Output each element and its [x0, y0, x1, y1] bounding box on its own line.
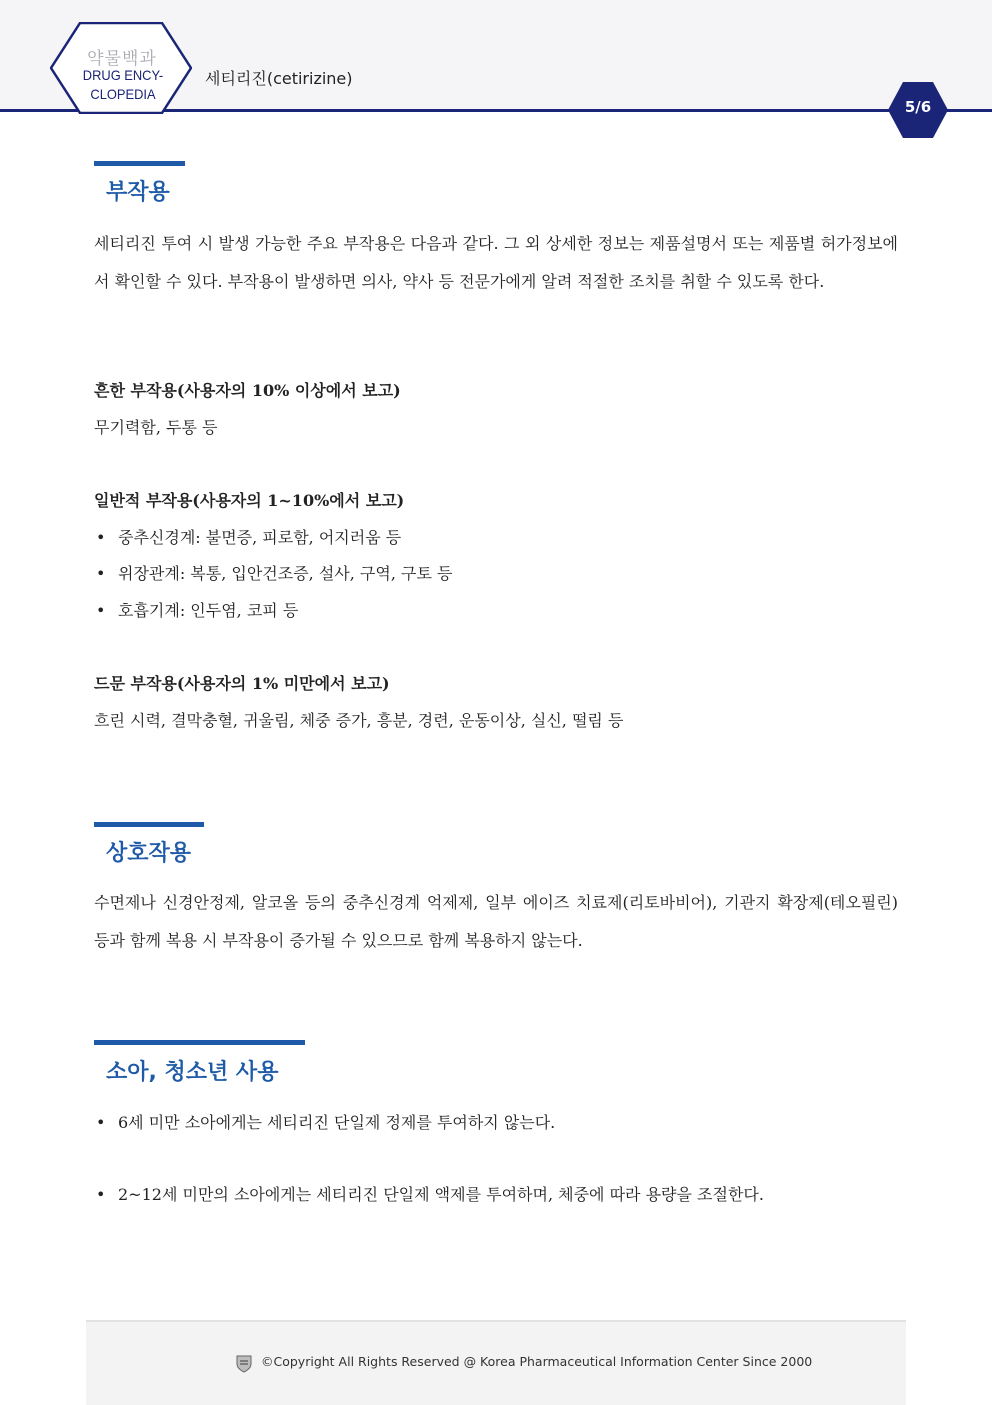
common-side-effects-text: 무기력함, 두통 등	[94, 418, 218, 437]
logo-english-text	[72, 66, 173, 104]
section-title-interactions: 상호작용	[106, 841, 192, 866]
rare-side-effects-text: 흐린 시력, 결막충혈, 귀울림, 체중 증가, 흥분, 경련, 운동이상, 실신, 떨림 등	[94, 711, 624, 730]
general-side-effect-item: 위장관계: 복통, 입안건조증, 설사, 구역, 구토 등	[118, 564, 453, 583]
general-side-effects-heading: 일반적 부작용(사용자의 1~10%에서 보고)	[94, 491, 405, 510]
section-bar-pediatric	[94, 1040, 305, 1045]
interactions-text: 수면제나 신경안정제, 알코올 등의 중추신경계 억제제, 일부 에이즈 치료제(리토바비어), 기관지 확장제(테오필린) 등과 함께 복용 시 부작용이 증가될 수 있으므로 함께 복용하지 않는다.	[94, 893, 898, 950]
bullet-icon: •	[96, 601, 106, 620]
section-title-pediatric: 소아, 청소년 사용	[106, 1060, 279, 1085]
logo-korean-text: 약물백과	[87, 49, 157, 69]
footer-copyright: ©Copyright All Rights Reserved @ Korea Pharmaceutical Information Center Since 2000	[261, 1354, 813, 1369]
footer	[86, 1320, 906, 1405]
shield-icon	[236, 1355, 252, 1373]
side-effects-intro: 세티리진 투여 시 발생 가능한 주요 부작용은 다음과 같다. 그 외 상세한 정보는 제품설명서 또는 제품별 허가정보에서 확인할 수 있다. 부작용이 발생하면 의사, 약사 등 전문가에게 알려 적절한 조치를 취할 수 있도록 한다.	[94, 234, 898, 291]
bullet-icon: •	[96, 1113, 106, 1132]
document-title: 세티리진(cetirizine)	[205, 69, 353, 88]
general-side-effect-item: 호흡기계: 인두염, 코피 등	[118, 601, 299, 620]
common-side-effects-heading: 흔한 부작용(사용자의 10% 이상에서 보고)	[94, 381, 401, 400]
pediatric-item: 2~12세 미만의 소아에게는 세티리진 단일제 액제를 투여하며, 체중에 따라 용량을 조절한다.	[118, 1185, 764, 1204]
pediatric-item: 6세 미만 소아에게는 세티리진 단일제 정제를 투여하지 않는다.	[118, 1113, 556, 1132]
section-title-side-effects: 부작용	[106, 180, 170, 205]
logo-english-line2: CLOPEDIA	[90, 86, 156, 102]
general-side-effect-item: 중추신경계: 불면증, 피로함, 어지러움 등	[118, 528, 402, 547]
section-bar-side-effects	[94, 161, 185, 166]
bullet-icon: •	[96, 528, 106, 547]
rare-side-effects-heading: 드문 부작용(사용자의 1% 미만에서 보고)	[94, 674, 390, 693]
logo-english-line1: DRUG ENCY-	[82, 67, 164, 83]
bullet-icon: •	[96, 1185, 106, 1204]
page-indicator: 5/6	[904, 98, 932, 116]
section-bar-interactions	[94, 822, 204, 827]
bullet-icon: •	[96, 564, 106, 583]
